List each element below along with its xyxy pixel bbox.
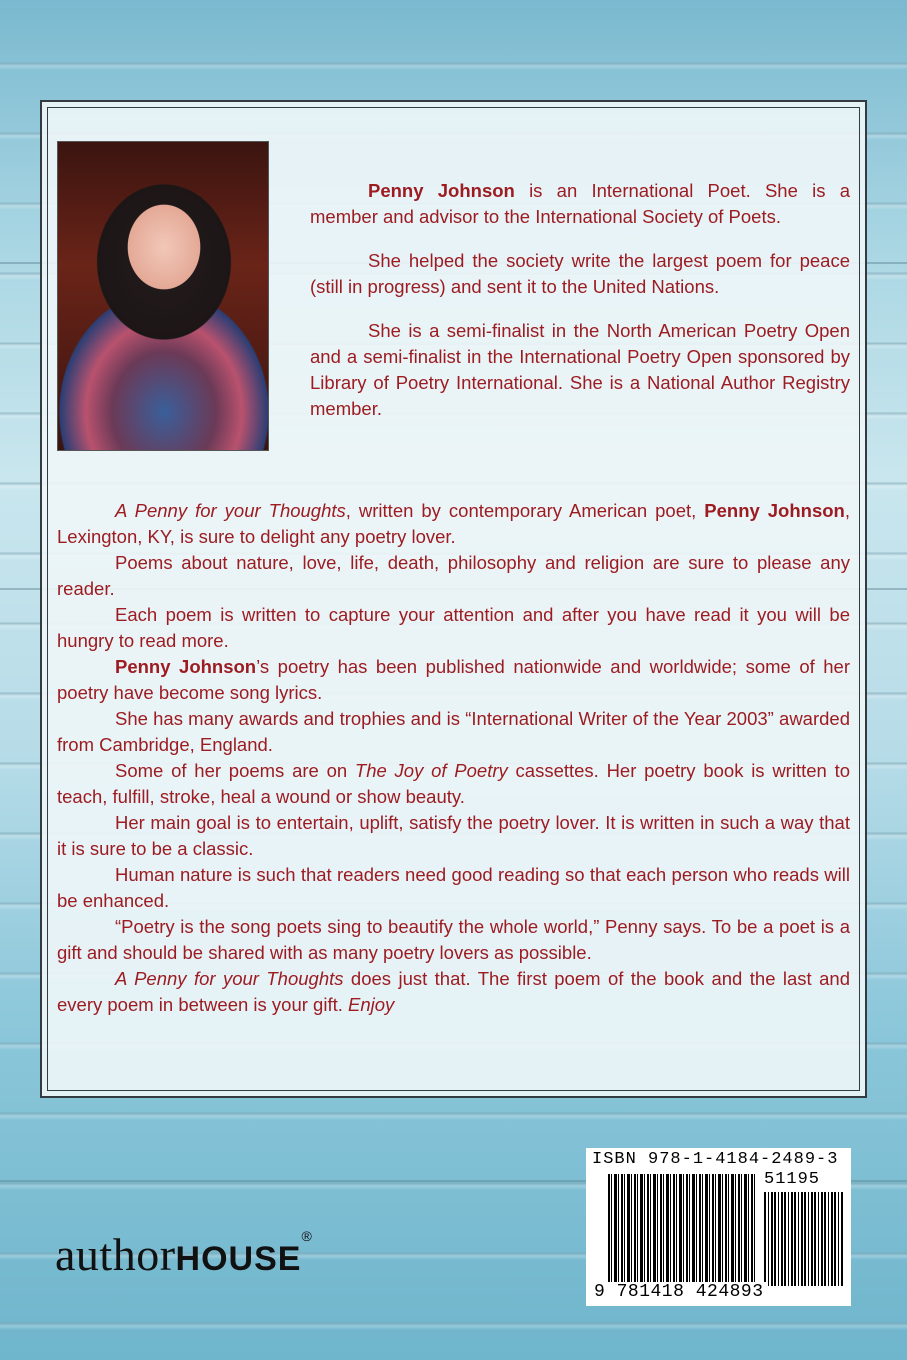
author-name: Penny Johnson [704,500,845,521]
description-paragraph: A Penny for your Thoughts, written by contemporary American poet, Penny Johnson, Lexington, KY, is sure to delight any poetry lover. [57,500,850,547]
authorhouse-logo: authorHOUSE® [55,1228,313,1280]
bio-paragraph: She helped the society write the largest poem for peace (still in progress) and sent it to the United Nations. [310,250,850,297]
author-photo [57,141,269,451]
description-paragraph: Some of her poems are on The Joy of Poetry cassettes. Her poetry book is written to teach, fulfill, stroke, heal a wound or show beauty. [57,760,850,807]
description-paragraph: A Penny for your Thoughts does just that. The first poem of the book and the last and every poem in between is your gift. Enjoy [57,968,850,1015]
description-paragraph: “Poetry is the song poets sing to beautify the whole world,” Penny says. To be a poet is a gift and should be shared with as many poetry lovers as possible. [57,916,850,963]
book-title: A Penny for your Thoughts [115,500,346,521]
author-name: Penny Johnson [115,656,257,677]
description-paragraph: Each poem is written to capture your attention and after you have read it you will be hungry to read more. [57,604,850,651]
description-paragraph: Penny Johnson’s poetry has been published nationwide and worldwide; some of her poetry have become song lyrics. [57,656,850,703]
book-description [57,498,850,1018]
isbn-barcode [586,1148,851,1306]
enjoy-text: Enjoy [348,994,395,1015]
book-title: A Penny for your Thoughts [115,968,344,989]
bio-paragraph: Penny Johnson is an International Poet. She is a member and advisor to the International Society of Poets. [310,180,850,227]
ean-digits: 9 781418 424893 [594,1282,764,1302]
barcode-bars [608,1174,756,1286]
cassette-title: The Joy of Poetry [354,760,508,781]
description-paragraph: Poems about nature, love, life, death, philosophy and religion are sure to please any reader. [57,552,850,599]
description-paragraph: Her main goal is to entertain, uplift, satisfy the poetry lover. It is written in such a way that it is sure to be a classic. [57,812,850,859]
barcode-addon-bars [764,1192,844,1286]
price-code: 51195 [764,1170,821,1189]
description-paragraph: She has many awards and trophies and is “International Writer of the Year 2003” awarded from Cambridge, England. [57,708,850,755]
author-bio [310,178,850,440]
author-name: Penny Johnson [368,180,515,201]
isbn-label: ISBN 978-1-4184-2489-3 [592,1150,839,1169]
bio-paragraph: She is a semi-finalist in the North American Poetry Open and a semi-finalist in the International Poetry Open sponsored by Library of Poetry International. She is a National Author Registry member. [310,320,850,419]
description-paragraph: Human nature is such that readers need good reading so that each person who reads will be enhanced. [57,864,850,911]
